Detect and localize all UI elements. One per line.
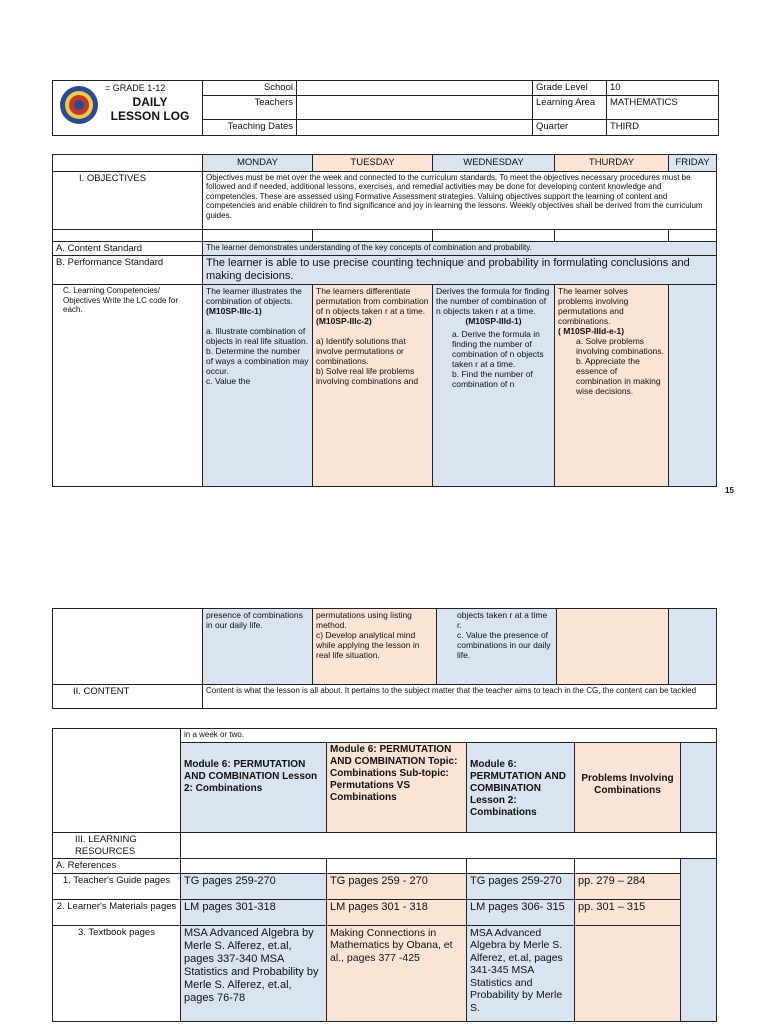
lm-wednesday: LM pages 306- 315	[467, 899, 575, 925]
content-label: II. CONTENT	[53, 685, 203, 709]
tg-tuesday: TG pages 259 - 270	[327, 873, 467, 899]
school-value[interactable]	[297, 81, 533, 96]
content-monday: Module 6: PERMUTATION AND COMBINATION Lesson 2: Combinations	[181, 743, 327, 833]
competency-thursday: The learner solves problems involving permutations and combinations. ( M10SP-IIId-e-1) a. Solve problems involving combinations. b. Appreciate the essence of combination in making wise decisions.	[555, 285, 669, 487]
content-text-cont: in a week or two.	[181, 729, 717, 743]
tg-monday: TG pages 259-270	[181, 873, 327, 899]
competencies-label: C. Learning Competencies/ Objectives Write the LC code for each.	[53, 285, 203, 487]
day-header-thursday: THURDAY	[555, 155, 669, 172]
content-tuesday: Module 6: PERMUTATION AND COMBINATION Topic: Combinations Sub-topic: Permutations VS Combinations	[327, 743, 467, 833]
learning-resources-label: III. LEARNING RESOURCES	[53, 833, 181, 859]
quarter-value[interactable]: THIRD	[607, 119, 719, 135]
tg-wednesday: TG pages 259-270	[467, 873, 575, 899]
day-header-tuesday: TUESDAY	[313, 155, 433, 172]
grade-line: = GRADE 1-12	[105, 83, 166, 93]
cont-tuesday: permutations using listing method. c) Develop analytical mind while applying the lesson in real life situation.	[313, 609, 437, 685]
references-label: A. References	[53, 859, 181, 874]
cont-monday: presence of combinations in our daily life.	[203, 609, 313, 685]
tb-monday: MSA Advanced Algebra by Merle S. Alferez, et.al, pages 337-340 MSA Statistics and Probability by Merle S. Alferez, et.al, pages 76-78	[181, 925, 327, 1021]
teachers-label: Teachers	[203, 95, 297, 119]
competency-friday	[669, 285, 717, 487]
cont-wednesday: objects taken r at a time r. c. Value the presence of combinations in our daily life.	[437, 609, 557, 685]
objectives-table	[52, 154, 717, 487]
textbook-label: 3. Textbook pages	[53, 925, 181, 1021]
grade-level-label: Grade Level	[533, 81, 607, 96]
competency-tuesday: The learners differentiate permutation from combination of n objects taken r at a time. (M10SP-IIIc-2) a) Identify solutions that involve permutations or combinations. b) Solve real life problems involving combinations and	[313, 285, 433, 487]
competency-wednesday: Derives the formula for finding the number of combination of n objects taken r at a time. (M10SP-IIId-1) a. Derive the formula in finding the number of combination of n objects taken r at a time. b. Find the number of combination of n	[433, 285, 555, 487]
teaching-dates-value[interactable]	[297, 119, 533, 135]
title-lesson-log: LESSON LOG	[110, 108, 190, 123]
teaching-dates-label: Teaching Dates	[203, 119, 297, 135]
performance-standard-label: B. Performance Standard	[53, 256, 203, 285]
competency-monday: The learner illustrates the combination of objects. (M10SP-IIIc-1) a. Illustrate combination of objects in real life situation. b. Determine the number of ways a combination may occur. c. Value the	[203, 285, 313, 487]
objectives-label: I. OBJECTIVES	[53, 171, 203, 229]
day-header-wednesday: WEDNESDAY	[433, 155, 555, 172]
content-wednesday: Module 6: PERMUTATION AND COMBINATION Lesson 2: Combinations	[467, 743, 575, 833]
lm-monday: LM pages 301-318	[181, 899, 327, 925]
performance-standard-text: The learner is able to use precise counting technique and probability in formulating conclusions and making decisions.	[203, 256, 717, 285]
day-header-monday: MONDAY	[203, 155, 313, 172]
deped-seal-icon	[59, 85, 99, 125]
lm-tuesday: LM pages 301 - 318	[327, 899, 467, 925]
page-number: 15	[725, 486, 734, 495]
teachers-value[interactable]	[297, 95, 533, 119]
content-standard-label: A. Content Standard	[53, 241, 203, 256]
grade-level-value[interactable]: 10	[607, 81, 719, 96]
objectives-text: Objectives must be met over the week and connected to the curriculum standards. To meet the objectives necessary procedures must be followed and if needed, additional lessons, exercises, and remedial activities may be done for developing content knowledge and competencies. These are assessed using Formative Assessment strategies. Valuing objectives support the learning of content and competencies and enable children to find significance and joy in learning the lessons. Weekly objectives shall be derived from the curriculum guides.	[203, 171, 717, 229]
day-header-friday: FRIDAY	[669, 155, 717, 172]
title-daily: DAILY	[132, 94, 168, 109]
learning-area-value[interactable]: MATHEMATICS	[607, 95, 719, 119]
tb-wednesday: MSA Advanced Algebra by Merle S. Alferez, et.al, pages 341-345 MSA Statistics and Probability by Merle S.	[467, 925, 575, 1021]
cont-thursday	[557, 609, 669, 685]
header-block	[52, 80, 719, 136]
resources-table	[52, 728, 717, 1022]
lm-label: 2. Learner's Materials pages	[53, 899, 181, 925]
header-logo-cell	[53, 81, 203, 136]
content-thursday: Problems Involving Combinations	[575, 743, 681, 833]
lm-thursday: pp. 301 – 315	[575, 899, 681, 925]
content-text: Content is what the lesson is all about. It pertains to the subject matter that the teacher aims to teach in the CG, the content can be tackled	[203, 685, 717, 709]
continuation-table	[52, 608, 717, 709]
school-label: School	[203, 81, 297, 96]
learning-area-label: Learning Area	[533, 95, 607, 119]
cont-friday	[669, 609, 717, 685]
tg-label: 1. Teacher's Guide pages	[53, 873, 181, 899]
quarter-label: Quarter	[533, 119, 607, 135]
content-standard-text: The learner demonstrates understanding of the key concepts of combination and probability.	[203, 241, 717, 256]
tg-thursday: pp. 279 – 284	[575, 873, 681, 899]
tb-tuesday: Making Connections in Mathematics by Obana, et al., pages 377 -425	[327, 925, 467, 1021]
